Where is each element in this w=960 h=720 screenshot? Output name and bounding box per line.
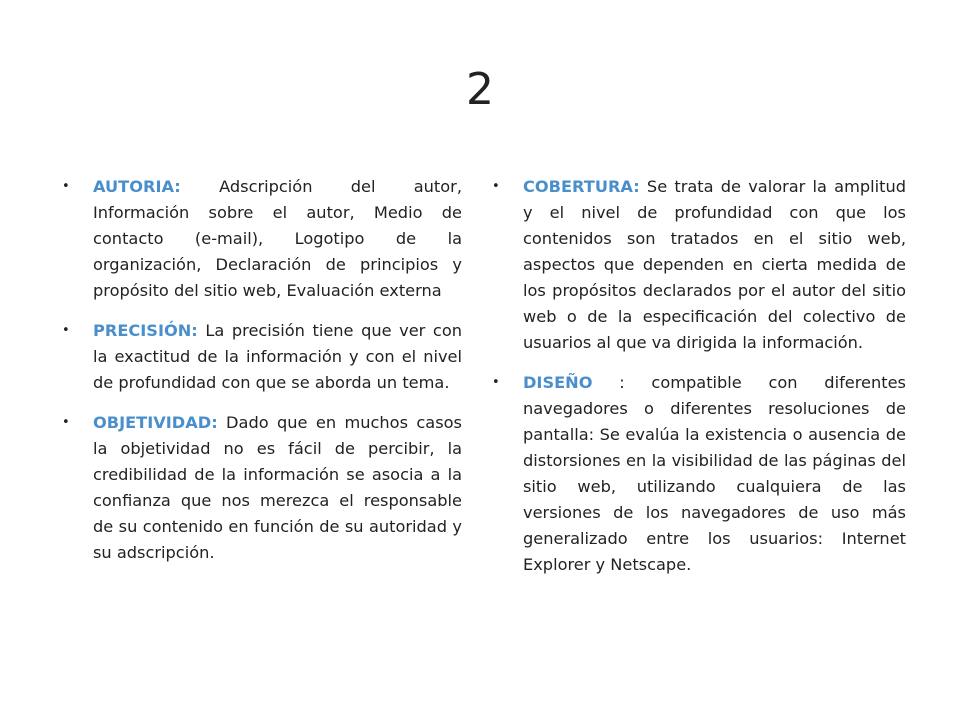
bullet-text: Se trata de valorar la amplitud y el nivel de profundidad con que los contenidos son tratados en el sitio web, aspectos que dependen en cierta medida de los propósitos declarados por el autor del sitio web o de la especificación del colectivo de usuarios al que va dirigida la información.: [523, 177, 906, 352]
bullet-item-precision: [58, 318, 462, 396]
bullet-text: La precisión tiene que ver con la exactitud de la información y con el nivel de profundidad con que se aborda un tema.: [93, 321, 462, 392]
bullet-heading: COBERTURA:: [523, 177, 640, 196]
bullet-text: Dado que en muchos casos la objetividad no es fácil de percibir, la credibilidad de la información se asocia a la confianza que nos merezca el responsable de su contenido en función de su autoridad y su adscripción.: [93, 413, 462, 562]
left-column: [58, 174, 462, 580]
bullet-item-cobertura: [488, 174, 906, 356]
bullet-text: : compatible con diferentes navegadores o diferentes resoluciones de pantalla: Se evalúa la existencia o ausencia de distorsiones en la visibilidad de las páginas del sitio web, utilizando cualquiera de las versiones de los navegadores de uso más generalizado entre los usuarios: Internet Explorer y Netscape.: [523, 373, 906, 574]
bullet-text: Adscripción del autor, Información sobre el autor, Medio de contacto (e-mail), Logotipo de la organización, Declaración de principios y propósito del sitio web, Evaluación externa: [93, 177, 462, 300]
right-column: [488, 174, 906, 592]
bullet-item-autoria: [58, 174, 462, 304]
bullet-item-objetividad: [58, 410, 462, 566]
bullet-heading: PRECISIÓN:: [93, 321, 198, 340]
bullet-heading: OBJETIVIDAD:: [93, 413, 218, 432]
slide-title: 2: [466, 64, 494, 115]
bullet-icon: •: [492, 375, 500, 390]
bullet-icon: •: [62, 415, 70, 430]
bullet-item-diseno: [488, 370, 906, 578]
bullet-icon: •: [492, 179, 500, 194]
bullet-icon: •: [62, 179, 70, 194]
bullet-heading: DISEÑO: [523, 373, 593, 392]
bullet-heading: AUTORIA:: [93, 177, 181, 196]
bullet-icon: •: [62, 323, 70, 338]
